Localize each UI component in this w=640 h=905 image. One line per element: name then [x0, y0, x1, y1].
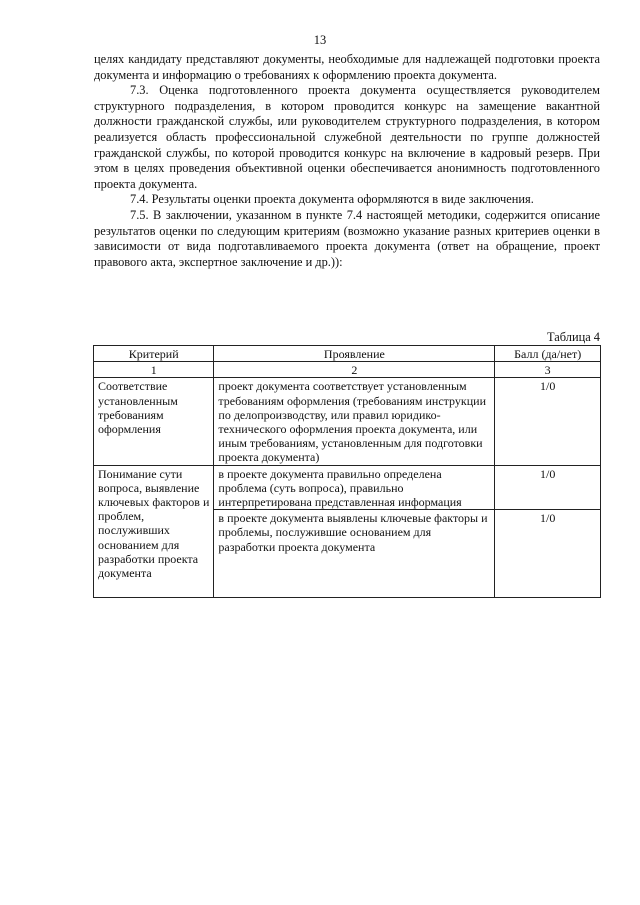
score-cell: 1/0: [495, 465, 601, 510]
column-number: 3: [495, 362, 601, 378]
table-row: [94, 378, 601, 465]
table-row: [94, 465, 601, 510]
score-cell: 1/0: [495, 378, 601, 465]
criterion-cell: Понимание сути вопроса, выявление ключевых факторов и проблем, послуживших основанием для разработки проекта документа: [94, 465, 214, 598]
header-manifestation: Проявление: [214, 346, 495, 362]
column-number: 2: [214, 362, 495, 378]
manifestation-cell: в проекте документа правильно определена проблема (суть вопроса), правильно интерпретирована представленная информация: [214, 465, 495, 510]
paragraph-7-4: 7.4. Результаты оценки проекта документа оформляются в виде заключения.: [130, 192, 534, 207]
body-text: [94, 52, 600, 270]
paragraph-continuation: целях кандидату представляют документы, необходимые для надлежащей подготовки проекта документа и информацию о требованиях к оформлению проекта документа.: [94, 52, 600, 82]
manifestation-cell: проект документа соответствует установленным требованиям оформления (требованиям инструкции по делопроизводству, или правил юридико-технического оформления проекта документа, или иным требованиям, установленным для подготовки проекта документа): [214, 378, 495, 465]
header-criterion: Критерий: [94, 346, 214, 362]
column-number: 1: [94, 362, 214, 378]
page-number: 13: [313, 33, 327, 47]
paragraph-7-3: 7.3. Оценка подготовленного проекта документа осуществляется руководителем структурного подразделения, в котором проводится конкурс на замещение вакантной должности гражданской службы, или руководителем структурного подразделения, в котором реализуется область профессиональной служебной деятельности по группе должностей гражданской службы, по которой проводится конкурс на включение в кадровый резерв. При этом в целях проведения объективной оценки обеспечивается анонимность подготовленного проекта документа.: [94, 83, 600, 191]
criterion-cell: Соответствие установленным требованиям оформления: [94, 378, 214, 465]
table-caption: Таблица 4: [547, 330, 600, 344]
manifestation-cell: в проекте документа выявлены ключевые факторы и проблемы, послужившие основанием для разработки проекта документа: [214, 510, 495, 598]
header-score: Балл (да/нет): [495, 346, 601, 362]
paragraph-7-5: 7.5. В заключении, указанном в пункте 7.4 настоящей методики, содержится описание результатов оценки по следующим критериям (возможно указание разных критериев оценки в зависимости от вида подготавливаемого проекта документа (ответ на обращение, проект правового акта, экспертное заключение и др.)):: [94, 207, 600, 269]
criteria-table: [93, 345, 601, 598]
table-header-row: [94, 346, 601, 362]
score-cell: 1/0: [495, 510, 601, 598]
column-number-row: [94, 362, 601, 378]
